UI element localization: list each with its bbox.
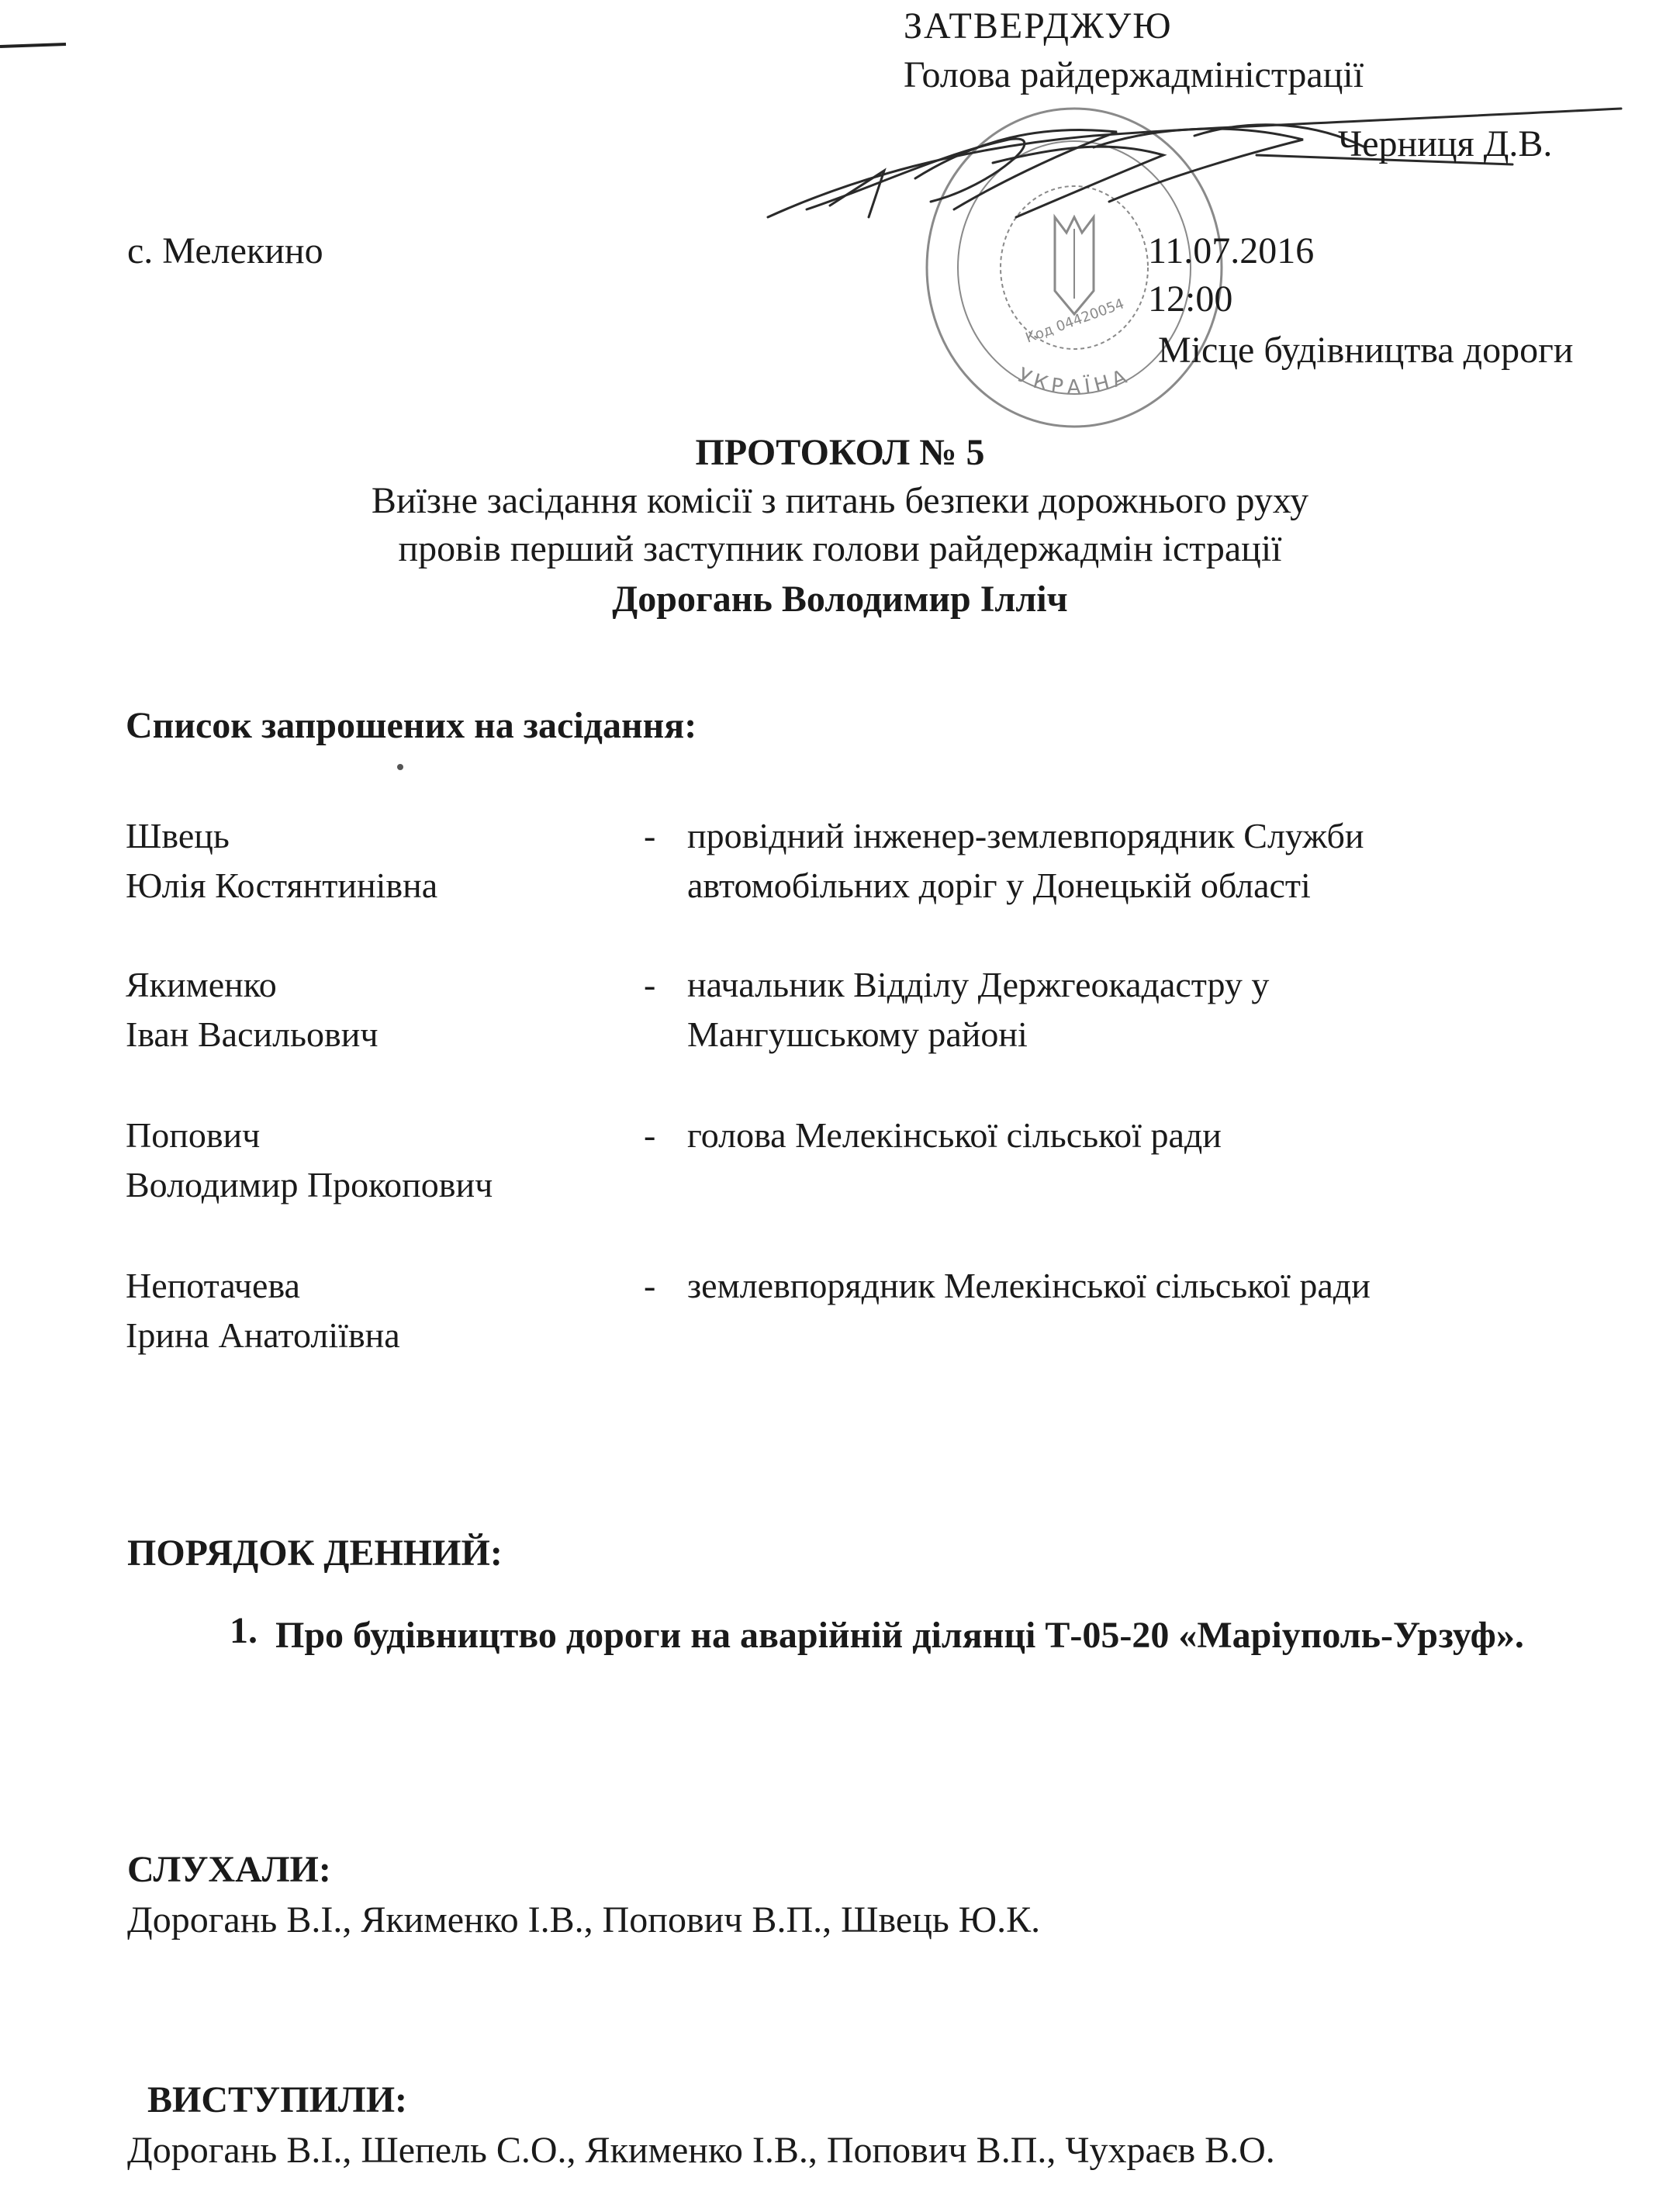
invited-surname: Непотачева [126, 1266, 300, 1305]
meeting-date: 11.07.2016 [1148, 230, 1315, 271]
speck [397, 764, 403, 770]
invited-given-name: Володимир Прокопович [126, 1165, 493, 1204]
invited-dash: - [644, 1266, 656, 1305]
svg-text:УКРАЇНА [1015, 364, 1135, 399]
protocol-subtitle-1: Виїзне засідання комісії з питань безпеки дорожнього руху [371, 480, 1309, 521]
invited-role-line: автомобільних доріг у Донецькій області [687, 866, 1311, 905]
protocol-title: ПРОТОКОЛ № 5 [695, 432, 985, 473]
meeting-place: Місце будівництва дороги [1158, 330, 1574, 371]
approval-position: Голова райдержадміністрації [904, 54, 1364, 96]
invited-dash: - [644, 816, 656, 855]
invited-role-line: начальник Відділу Держгеокадастру у [687, 965, 1270, 1004]
spoke-names: Дорогань В.І., Шепель С.О., Якименко І.В., Попович В.П., Чухраєв В.О. [127, 2130, 1275, 2171]
invited-role-line: Мангушському районі [687, 1014, 1028, 1054]
agenda-item-text: Про будівництво дороги на аварійній ділянці Т-05-20 «Маріуполь-Урзуф». [275, 1615, 1524, 1656]
scan-edge-mark [0, 31, 70, 54]
approval-block [904, 5, 1364, 96]
agenda-item-number: 1. [230, 1610, 258, 1651]
protocol-chair: Дорогань Володимир Ілліч [612, 579, 1068, 620]
invited-given-name: Юлія Костянтинівна [126, 866, 438, 905]
stamp-code-text: Код 04420054 [1023, 295, 1127, 347]
invited-surname: Попович [126, 1115, 261, 1155]
invited-given-name: Ірина Анатоліївна [126, 1315, 400, 1355]
invited-role-line: провідний інженер-землевпорядник Служби [687, 816, 1364, 855]
invited-dash: - [644, 965, 656, 1004]
stamp-ring-text: УКРАЇНА [1014, 363, 1135, 400]
heard-names: Дорогань В.І., Якименко І.В., Попович В.П., Швець Ю.К. [127, 1899, 1041, 1940]
agenda-heading: ПОРЯДОК ДЕННИЙ: [127, 1533, 503, 1574]
protocol-subtitle-2: провів перший заступник голови райдержадмін істрації [398, 528, 1282, 569]
meeting-time: 12:00 [1148, 278, 1233, 320]
village-name: с. Мелекино [127, 230, 323, 271]
approval-heading: ЗАТВЕРДЖУЮ [904, 5, 1173, 47]
invited-dash: - [644, 1115, 656, 1155]
invited-surname: Швець [126, 816, 230, 855]
invited-role-line: землевпорядник Мелекінської сільської ради [687, 1266, 1371, 1305]
spoke-heading: ВИСТУПИЛИ: [147, 2079, 408, 2120]
approval-name: Черниця Д.В. [1338, 123, 1553, 164]
invited-surname: Якименко [126, 965, 277, 1004]
invited-role-line: голова Мелекінської сільської ради [687, 1115, 1222, 1155]
invited-given-name: Іван Васильович [126, 1014, 379, 1054]
heard-heading: СЛУХАЛИ: [127, 1849, 331, 1890]
invited-heading: Список запрошених на засідання: [126, 705, 697, 746]
